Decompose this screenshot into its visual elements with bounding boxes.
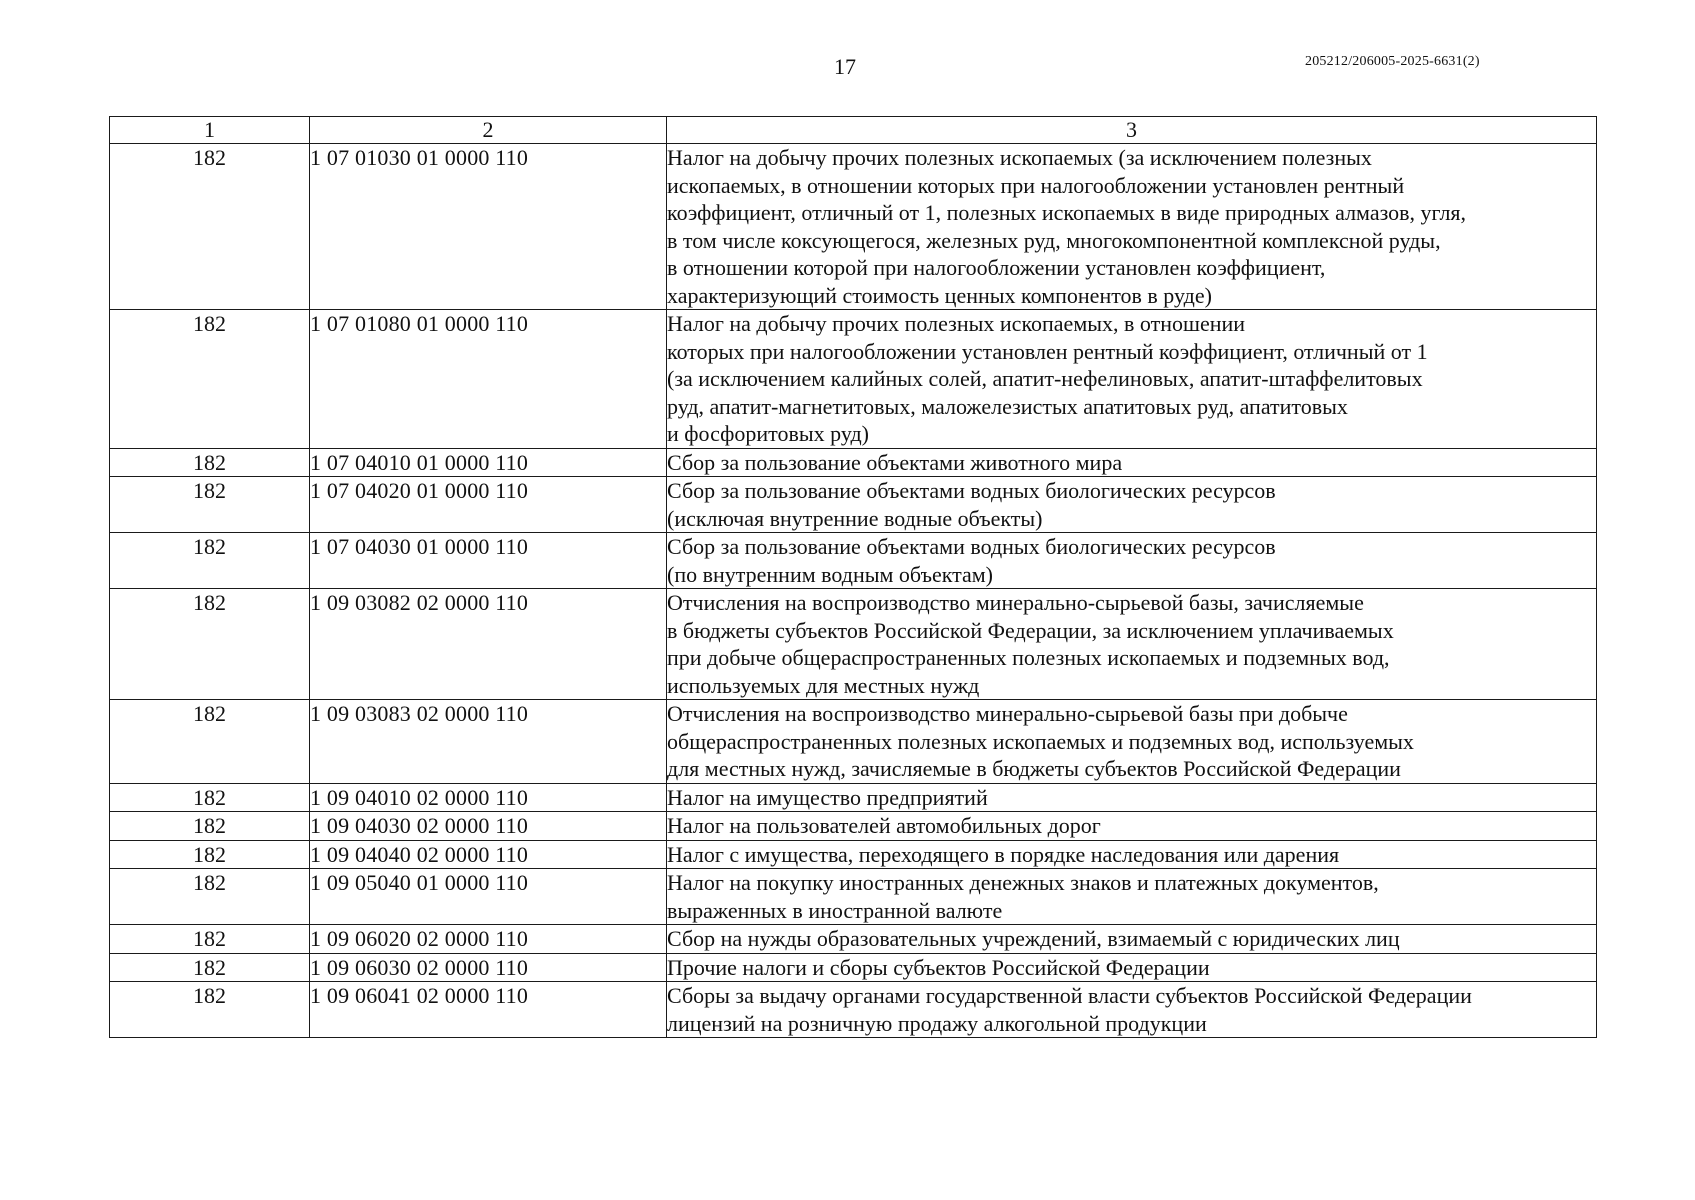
description-line: Сбор за пользование объектами водных биологических ресурсов	[667, 478, 1276, 503]
budget-code-cell: 1 07 04020 01 0000 110	[310, 477, 667, 533]
description-cell	[667, 589, 1597, 700]
table-row	[110, 144, 1597, 310]
description-line: для местных нужд, зачисляемые в бюджеты субъектов Российской Федерации	[667, 756, 1401, 781]
document-id: 205212/206005-2025-6631(2)	[1305, 54, 1480, 69]
table-row	[110, 982, 1597, 1038]
description-line: в том числе коксующегося, железных руд, многокомпонентной комплексной руды,	[667, 227, 1441, 253]
description-cell	[667, 310, 1597, 449]
description-cell	[667, 869, 1597, 925]
admin-code-cell: 182	[110, 840, 310, 869]
description-line: коэффициент, отличный от 1, полезных ископаемых в виде природных алмазов, угля,	[667, 200, 1467, 225]
description-line: в отношении которой при налогообложении установлен коэффициент,	[667, 255, 1326, 280]
description-line: Налог на добычу прочих полезных ископаемых, в отношении	[667, 311, 1246, 336]
table-row	[110, 840, 1597, 869]
budget-code-cell: 1 09 04040 02 0000 110	[310, 840, 667, 869]
description-line: (за исключением калийных солей, апатит-нефелиновых, апатит-штаффелитовых	[667, 366, 1423, 391]
description-cell	[667, 953, 1597, 982]
description-cell	[667, 925, 1597, 954]
description-line: в бюджеты субъектов Российской Федерации, за исключением уплачиваемых	[667, 617, 1394, 643]
description-line: Сбор на нужды образовательных учреждений, взимаемый с юридических лиц	[667, 926, 1400, 951]
description-cell	[667, 144, 1597, 310]
codes-table	[109, 116, 1597, 1038]
budget-code-cell: 1 07 01030 01 0000 110	[310, 144, 667, 310]
budget-code-cell: 1 09 03083 02 0000 110	[310, 700, 667, 784]
table-row	[110, 925, 1597, 954]
budget-code-cell: 1 07 01080 01 0000 110	[310, 310, 667, 449]
description-line: Налог на покупку иностранных денежных знаков и платежных документов,	[667, 870, 1379, 895]
description-line: Отчисления на воспроизводство минерально-сырьевой базы при добыче	[667, 701, 1348, 726]
description-line: Прочие налоги и сборы субъектов Российской Федерации	[667, 954, 1210, 980]
description-line: и фосфоритовых руд)	[667, 421, 869, 446]
description-line: при добыче общераспространенных полезных ископаемых и подземных вод,	[667, 645, 1390, 670]
admin-code-cell: 182	[110, 477, 310, 533]
budget-code-cell: 1 09 04030 02 0000 110	[310, 812, 667, 841]
admin-code-cell: 182	[110, 783, 310, 812]
admin-code-cell: 182	[110, 533, 310, 589]
description-line: (исключая внутренние водные объекты)	[667, 505, 1043, 531]
description-line: выраженных в иностранной валюте	[667, 897, 1003, 923]
table-row	[110, 700, 1597, 784]
table-body	[110, 144, 1597, 1038]
budget-code-cell: 1 09 06030 02 0000 110	[310, 953, 667, 982]
admin-code-cell: 182	[110, 589, 310, 700]
budget-code-cell: 1 07 04010 01 0000 110	[310, 448, 667, 477]
description-cell	[667, 982, 1597, 1038]
admin-code-cell: 182	[110, 310, 310, 449]
table-header-row	[110, 117, 1597, 144]
budget-code-cell: 1 09 05040 01 0000 110	[310, 869, 667, 925]
table-row	[110, 477, 1597, 533]
description-line: Налог на имущество предприятий	[667, 784, 988, 810]
admin-code-cell: 182	[110, 953, 310, 982]
description-cell	[667, 533, 1597, 589]
description-cell	[667, 477, 1597, 533]
description-line: которых при налогообложении установлен рентный коэффициент, отличный от 1	[667, 338, 1428, 364]
admin-code-cell: 182	[110, 869, 310, 925]
description-cell	[667, 783, 1597, 812]
description-line: Сбор за пользование объектами животного мира	[667, 449, 1123, 475]
description-line: лицензий на розничную продажу алкогольной продукции	[667, 1010, 1207, 1036]
description-line: Отчисления на воспроизводство минерально-сырьевой базы, зачисляемые	[667, 590, 1364, 615]
description-cell	[667, 812, 1597, 841]
page-number: 17	[834, 54, 856, 79]
budget-code-cell: 1 07 04030 01 0000 110	[310, 533, 667, 589]
description-line: Сборы за выдачу органами государственной власти субъектов Российской Федерации	[667, 983, 1472, 1008]
admin-code-cell: 182	[110, 700, 310, 784]
table-row	[110, 812, 1597, 841]
admin-code-cell: 182	[110, 144, 310, 310]
description-line: ископаемых, в отношении которых при налогообложении установлен рентный	[667, 172, 1405, 198]
description-line: Сбор за пользование объектами водных биологических ресурсов	[667, 534, 1276, 559]
description-line: характеризующий стоимость ценных компонентов в руде)	[667, 282, 1212, 308]
table-row	[110, 589, 1597, 700]
description-line: Налог на пользователей автомобильных дорог	[667, 813, 1101, 838]
description-line: руд, апатит-магнетитовых, маложелезистых апатитовых руд, апатитовых	[667, 393, 1348, 419]
column-header-1: 1	[110, 117, 310, 144]
description-line: используемых для местных нужд	[667, 672, 980, 698]
description-cell	[667, 448, 1597, 477]
description-line: Налог на добычу прочих полезных ископаемых (за исключением полезных	[667, 145, 1372, 170]
table-row	[110, 448, 1597, 477]
admin-code-cell: 182	[110, 448, 310, 477]
description-line: (по внутренним водным объектам)	[667, 561, 994, 587]
column-header-2: 2	[310, 117, 667, 144]
column-header-3: 3	[667, 117, 1597, 144]
budget-code-cell: 1 09 06020 02 0000 110	[310, 925, 667, 954]
budget-code-cell: 1 09 04010 02 0000 110	[310, 783, 667, 812]
budget-code-cell: 1 09 06041 02 0000 110	[310, 982, 667, 1038]
table-row	[110, 869, 1597, 925]
table-row	[110, 533, 1597, 589]
admin-code-cell: 182	[110, 982, 310, 1038]
description-cell	[667, 840, 1597, 869]
description-cell	[667, 700, 1597, 784]
table-row	[110, 953, 1597, 982]
admin-code-cell: 182	[110, 812, 310, 841]
table-row	[110, 783, 1597, 812]
description-line: Налог с имущества, переходящего в порядке наследования или дарения	[667, 841, 1340, 867]
admin-code-cell: 182	[110, 925, 310, 954]
table-row	[110, 310, 1597, 449]
description-line: общераспространенных полезных ископаемых и подземных вод, используемых	[667, 728, 1414, 754]
budget-code-cell: 1 09 03082 02 0000 110	[310, 589, 667, 700]
